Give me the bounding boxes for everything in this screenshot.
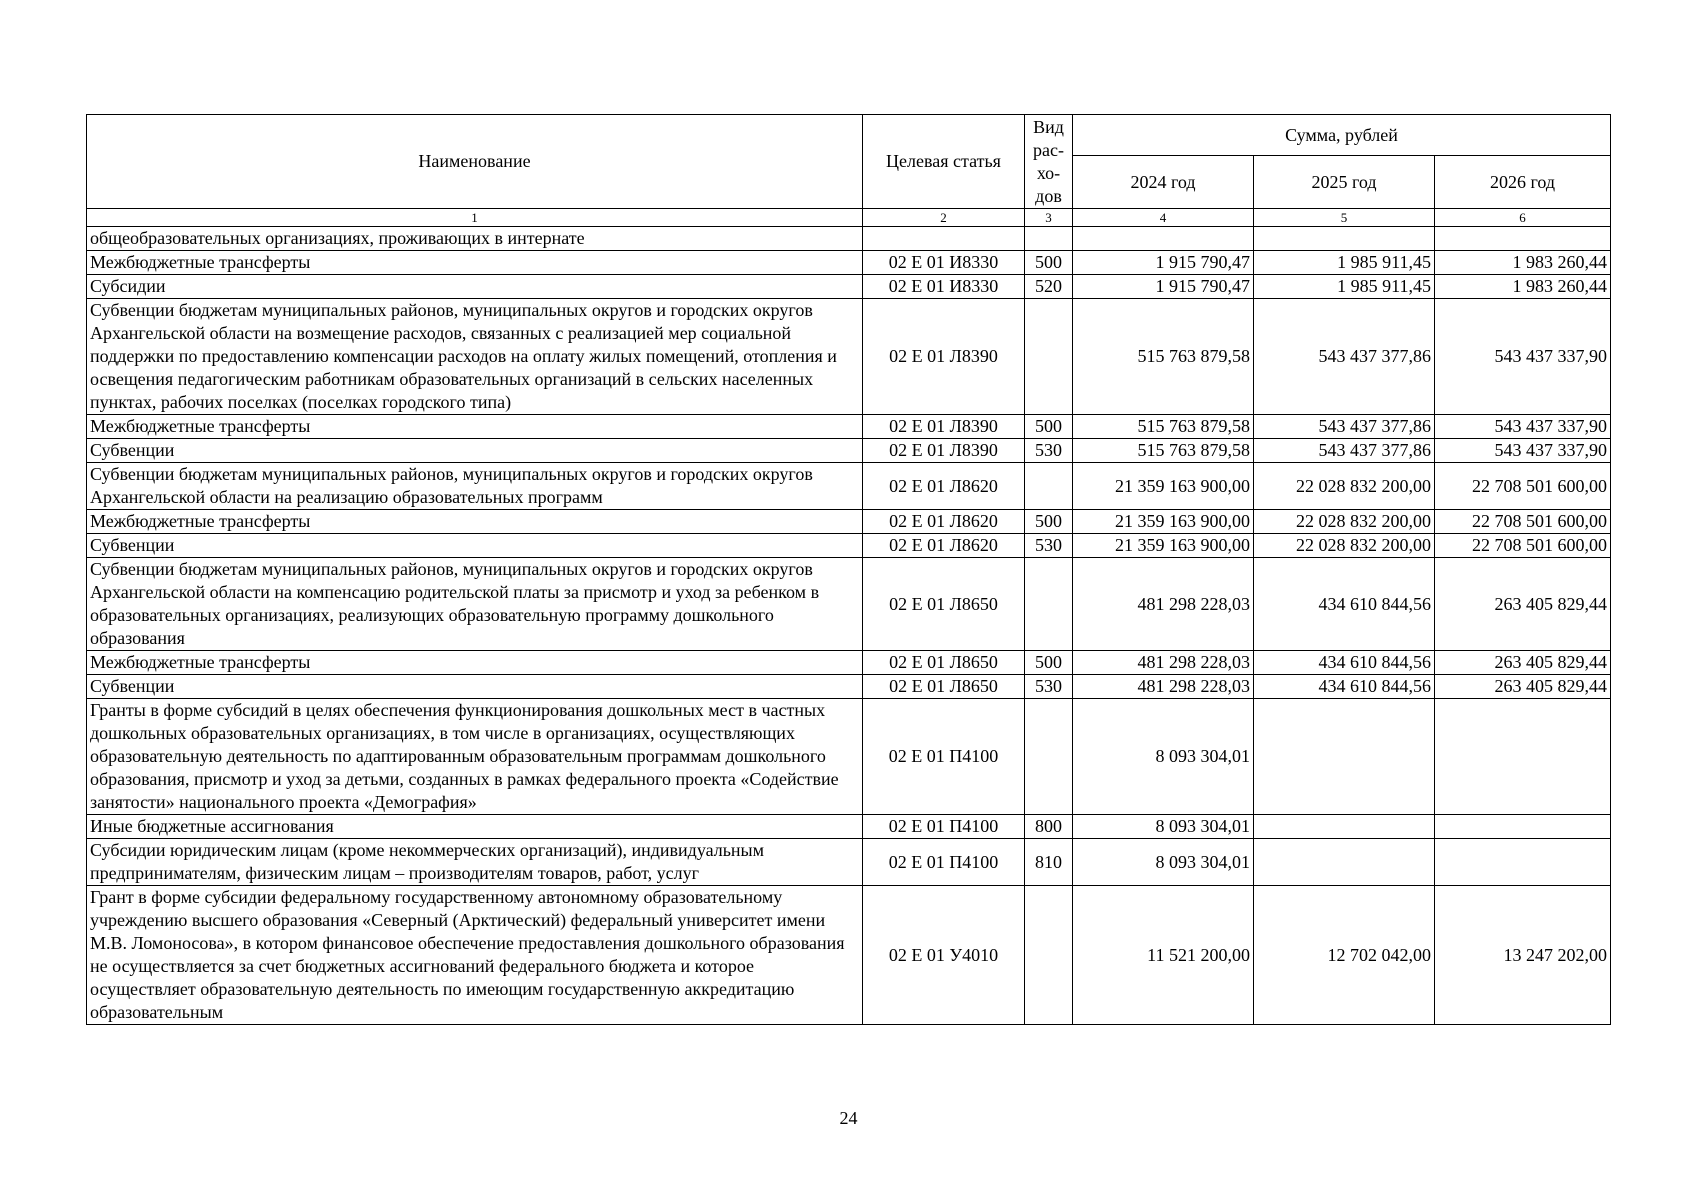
- row-target-article: 02 Е 01 Л8620: [863, 510, 1025, 534]
- column-number: 5: [1254, 209, 1435, 227]
- header-expense-type: [1025, 115, 1073, 209]
- row-name: Межбюджетные трансферты: [87, 651, 863, 675]
- row-expense-type: 530: [1025, 439, 1073, 463]
- header-expense-type-line: рас-: [1033, 139, 1064, 160]
- row-amount-2025: 22 028 832 200,00: [1254, 534, 1435, 558]
- row-expense-type: [1025, 227, 1073, 251]
- row-amount-2026: 22 708 501 600,00: [1435, 534, 1611, 558]
- row-target-article: 02 Е 01 П4100: [863, 839, 1025, 886]
- row-target-article: 02 Е 01 У4010: [863, 886, 1025, 1025]
- row-name: Межбюджетные трансферты: [87, 251, 863, 275]
- row-amount-2026: [1435, 699, 1611, 815]
- table-row: [87, 558, 1611, 651]
- row-amount-2025: [1254, 699, 1435, 815]
- table-row: [87, 815, 1611, 839]
- row-amount-2026: 22 708 501 600,00: [1435, 510, 1611, 534]
- table-row: [87, 839, 1611, 886]
- row-name: Субвенции бюджетам муниципальных районов, муниципальных округов и городских округов Архангельской области на реализацию образовательных программ: [87, 463, 863, 510]
- row-name: Субвенции бюджетам муниципальных районов, муниципальных округов и городских округов Архангельской области на возмещение расходов, связанных с реализацией мер социальной поддержки по предоставлению компенсации расходов на оплату жилых помещений, отопления и освещения педагогическим работникам образовательных организаций в сельских населенных пунктах, рабочих поселках (поселках городского типа): [87, 299, 863, 415]
- row-amount-2024: 515 763 879,58: [1073, 439, 1254, 463]
- header-expense-type-line: Вид: [1033, 116, 1064, 137]
- row-target-article: 02 Е 01 Л8620: [863, 534, 1025, 558]
- row-amount-2024: 481 298 228,03: [1073, 675, 1254, 699]
- row-expense-type: 530: [1025, 534, 1073, 558]
- header-expense-type-line: хо-: [1036, 162, 1061, 183]
- row-amount-2024: 515 763 879,58: [1073, 415, 1254, 439]
- row-amount-2025: 543 437 377,86: [1254, 439, 1435, 463]
- table-row: [87, 275, 1611, 299]
- row-amount-2026: 543 437 337,90: [1435, 439, 1611, 463]
- row-amount-2024: [1073, 227, 1254, 251]
- row-name: Иные бюджетные ассигнования: [87, 815, 863, 839]
- row-amount-2025: 1 985 911,45: [1254, 275, 1435, 299]
- row-amount-2024: 21 359 163 900,00: [1073, 463, 1254, 510]
- row-name: Гранты в форме субсидий в целях обеспечения функционирования дошкольных мест в частных дошкольных образовательных организациях, в том числе в организациях, осуществляющих образовательную деятельность по адаптированным образовательным программам дошкольного образования, присмотр и уход за детьми, созданных в рамках федерального проекта «Содействие занятости» национального проекта «Демография»: [87, 699, 863, 815]
- row-target-article: 02 Е 01 Л8620: [863, 463, 1025, 510]
- table-row: [87, 534, 1611, 558]
- row-amount-2024: 8 093 304,01: [1073, 815, 1254, 839]
- table-row: [87, 299, 1611, 415]
- row-amount-2025: 12 702 042,00: [1254, 886, 1435, 1025]
- row-expense-type: 530: [1025, 675, 1073, 699]
- page-number: 24: [839, 1108, 858, 1128]
- row-amount-2026: 1 983 260,44: [1435, 251, 1611, 275]
- table-row: [87, 415, 1611, 439]
- table-body: [87, 209, 1611, 1025]
- row-amount-2026: [1435, 815, 1611, 839]
- row-expense-type: 500: [1025, 510, 1073, 534]
- row-amount-2026: 1 983 260,44: [1435, 275, 1611, 299]
- row-amount-2026: 13 247 202,00: [1435, 886, 1611, 1025]
- row-target-article: 02 Е 01 П4100: [863, 815, 1025, 839]
- row-name: Субсидии юридическим лицам (кроме некоммерческих организаций), индивидуальным предпринимателям, физическим лицам – производителям товаров, работ, услуг: [87, 839, 863, 886]
- table-row: [87, 439, 1611, 463]
- row-amount-2025: 434 610 844,56: [1254, 675, 1435, 699]
- row-expense-type: [1025, 699, 1073, 815]
- row-amount-2024: 481 298 228,03: [1073, 651, 1254, 675]
- row-amount-2024: 515 763 879,58: [1073, 299, 1254, 415]
- table-row: [87, 675, 1611, 699]
- column-number: 1: [87, 209, 863, 227]
- table-row: [87, 886, 1611, 1025]
- row-expense-type: [1025, 299, 1073, 415]
- header-row: [87, 115, 1611, 156]
- row-amount-2024: 21 359 163 900,00: [1073, 510, 1254, 534]
- row-target-article: 02 Е 01 Л8390: [863, 415, 1025, 439]
- row-amount-2026: 543 437 337,90: [1435, 415, 1611, 439]
- row-name: Субвенции: [87, 534, 863, 558]
- row-expense-type: [1025, 886, 1073, 1025]
- row-amount-2025: [1254, 839, 1435, 886]
- row-expense-type: [1025, 558, 1073, 651]
- row-amount-2026: 263 405 829,44: [1435, 675, 1611, 699]
- row-target-article: 02 Е 01 И8330: [863, 251, 1025, 275]
- row-amount-2024: 481 298 228,03: [1073, 558, 1254, 651]
- row-target-article: 02 Е 01 Л8650: [863, 558, 1025, 651]
- table-row: [87, 510, 1611, 534]
- row-amount-2024: 8 093 304,01: [1073, 839, 1254, 886]
- budget-table: [86, 114, 1611, 1025]
- column-number: 4: [1073, 209, 1254, 227]
- row-amount-2025: 22 028 832 200,00: [1254, 463, 1435, 510]
- header-name: Наименование: [87, 115, 863, 209]
- row-expense-type: [1025, 463, 1073, 510]
- header-expense-type-line: дов: [1035, 185, 1062, 206]
- table-row: [87, 651, 1611, 675]
- table-row: [87, 227, 1611, 251]
- column-number: 3: [1025, 209, 1073, 227]
- row-target-article: 02 Е 01 П4100: [863, 699, 1025, 815]
- row-amount-2025: 434 610 844,56: [1254, 651, 1435, 675]
- row-expense-type: 810: [1025, 839, 1073, 886]
- row-expense-type: 800: [1025, 815, 1073, 839]
- row-name: Субсидии: [87, 275, 863, 299]
- row-amount-2024: 1 915 790,47: [1073, 251, 1254, 275]
- row-name: Субвенции бюджетам муниципальных районов, муниципальных округов и городских округов Архангельской области на компенсацию родительской платы за присмотр и уход за ребенком в образовательных организациях, реализующих образовательную программу дошкольного образования: [87, 558, 863, 651]
- row-amount-2025: 543 437 377,86: [1254, 415, 1435, 439]
- row-expense-type: 500: [1025, 415, 1073, 439]
- row-amount-2025: [1254, 227, 1435, 251]
- row-name: Межбюджетные трансферты: [87, 510, 863, 534]
- row-amount-2025: [1254, 815, 1435, 839]
- header-year-2024: 2024 год: [1073, 156, 1254, 209]
- row-target-article: 02 Е 01 Л8650: [863, 675, 1025, 699]
- row-amount-2026: [1435, 839, 1611, 886]
- row-amount-2026: 22 708 501 600,00: [1435, 463, 1611, 510]
- row-name: Грант в форме субсидии федеральному государственному автономному образовательному учреждению высшего образования «Северный (Арктический) федеральный университет имени М.В. Ломоносова», в котором финансовое обеспечение предоставления дошкольного образования не осуществляется за счет бюджетных ассигнований федерального бюджета и которое осуществляет образовательную деятельность по имеющим государственную аккредитацию образовательным: [87, 886, 863, 1025]
- row-amount-2026: [1435, 227, 1611, 251]
- header-year-2026: 2026 год: [1435, 156, 1611, 209]
- header-target-article: Целевая статья: [863, 115, 1025, 209]
- row-expense-type: 500: [1025, 651, 1073, 675]
- row-target-article: 02 Е 01 Л8390: [863, 299, 1025, 415]
- row-amount-2025: 1 985 911,45: [1254, 251, 1435, 275]
- row-amount-2025: 22 028 832 200,00: [1254, 510, 1435, 534]
- column-number-row: [87, 209, 1611, 227]
- row-amount-2024: 11 521 200,00: [1073, 886, 1254, 1025]
- row-amount-2024: 8 093 304,01: [1073, 699, 1254, 815]
- row-amount-2026: 263 405 829,44: [1435, 651, 1611, 675]
- column-number: 2: [863, 209, 1025, 227]
- row-amount-2024: 1 915 790,47: [1073, 275, 1254, 299]
- row-amount-2026: 263 405 829,44: [1435, 558, 1611, 651]
- row-amount-2024: 21 359 163 900,00: [1073, 534, 1254, 558]
- row-amount-2025: 434 610 844,56: [1254, 558, 1435, 651]
- row-name: Субвенции: [87, 439, 863, 463]
- table-row: [87, 463, 1611, 510]
- column-number: 6: [1435, 209, 1611, 227]
- row-expense-type: 500: [1025, 251, 1073, 275]
- header-year-2025: 2025 год: [1254, 156, 1435, 209]
- row-target-article: 02 Е 01 Л8390: [863, 439, 1025, 463]
- row-target-article: 02 Е 01 Л8650: [863, 651, 1025, 675]
- table-row: [87, 699, 1611, 815]
- row-target-article: [863, 227, 1025, 251]
- row-name: общеобразовательных организациях, проживающих в интернате: [87, 227, 863, 251]
- row-amount-2026: 543 437 337,90: [1435, 299, 1611, 415]
- row-expense-type: 520: [1025, 275, 1073, 299]
- row-target-article: 02 Е 01 И8330: [863, 275, 1025, 299]
- header-sum: Сумма, рублей: [1073, 115, 1611, 156]
- row-name: Субвенции: [87, 675, 863, 699]
- row-name: Межбюджетные трансферты: [87, 415, 863, 439]
- budget-table-container: [86, 114, 1610, 1025]
- table-row: [87, 251, 1611, 275]
- row-amount-2025: 543 437 377,86: [1254, 299, 1435, 415]
